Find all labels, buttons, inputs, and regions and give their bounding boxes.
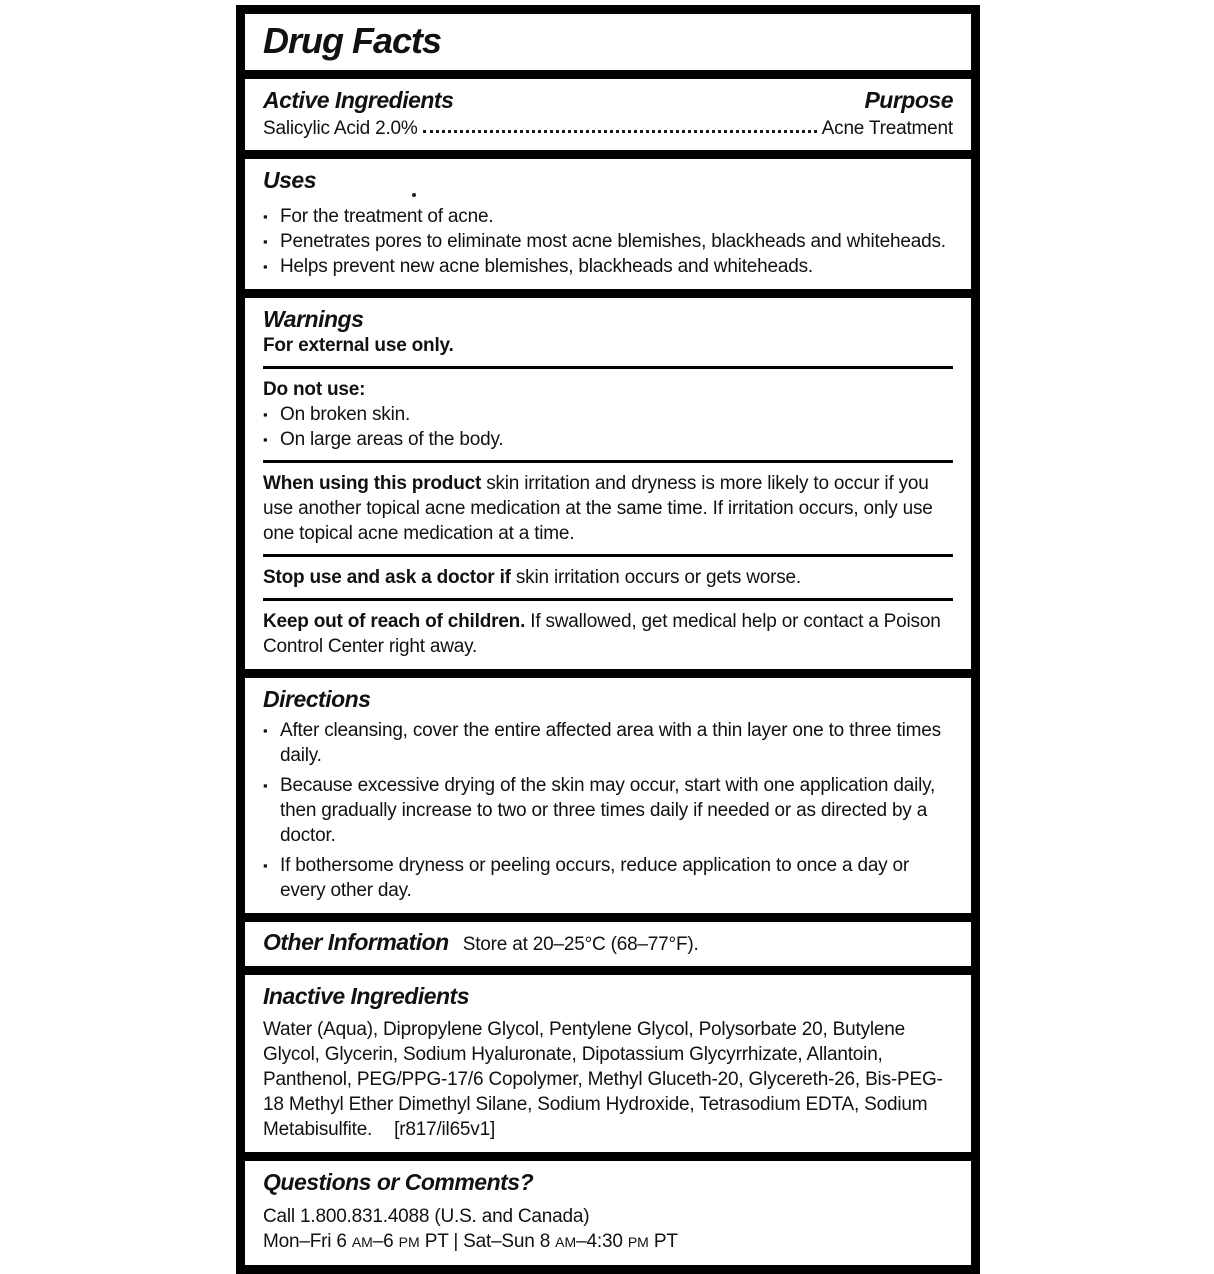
hours-text: –6 xyxy=(372,1231,399,1252)
directions-heading: Directions xyxy=(263,686,371,712)
dotted-leader xyxy=(423,130,817,133)
questions-heading: Questions or Comments? xyxy=(263,1169,534,1195)
section-inactive-ingredients xyxy=(245,975,971,1152)
divider xyxy=(263,554,953,557)
do-not-use-heading: Do not use: xyxy=(263,379,366,400)
when-using-body: skin irritation and dryness is more likely to occur if you use another topical acne medication at the same time. If irritation occurs, only use one topical acne medication at a time. xyxy=(263,473,933,544)
do-not-use-bullet-1-text: On broken skin. xyxy=(280,404,411,425)
do-not-use-bullet-2 xyxy=(263,427,953,452)
keep-out-body: If swallowed, get medical help or contact a Poison Control Center right away. xyxy=(263,611,941,657)
section-active-ingredients xyxy=(245,79,971,150)
hours-text: –4:30 xyxy=(576,1231,628,1252)
am-pm-label: PM xyxy=(398,1234,420,1250)
directions-bullet-1 xyxy=(263,718,953,768)
active-ingredients-heading: Active Ingredients xyxy=(263,87,454,113)
uses-bullet-2-text: Penetrates pores to eliminate most acne blemishes, blackheads and whiteheads. xyxy=(280,231,946,252)
uses-bullet-1-text: For the treatment of acne. xyxy=(280,206,494,227)
uses-bullet-3 xyxy=(263,254,953,279)
divider xyxy=(263,598,953,601)
lot-code: [r817/il65v1] xyxy=(394,1119,496,1140)
stop-use-body: skin irritation occurs or gets worse. xyxy=(510,567,801,588)
inactive-ingredients-text: Water (Aqua), Dipropylene Glycol, Pentylene Glycol, Polysorbate 20, Butylene Glycol, Glycerin, Sodium Hyaluronate, Dipotassium Glycyrrhizate, Allantoin, Panthenol, PEG/PPG-17/6 Copolymer, Methyl Gluceth-20, Glycereth-26, Bis-PEG-18 Methyl Ether Dimethyl Silane, Sodium Hydroxide, Tetrasodium EDTA, Sodium Metabisulfite. xyxy=(263,1019,943,1140)
am-pm-label: AM xyxy=(555,1234,577,1250)
storage-text: Store at 20–25°C (68–77°F). xyxy=(462,934,699,955)
when-using-lead: When using this product xyxy=(263,473,482,494)
bullet-icon: ▪ xyxy=(263,723,268,738)
stop-use-lead: Stop use and ask a doctor if xyxy=(263,567,511,588)
drug-facts-title: Drug Facts xyxy=(263,20,442,61)
hours-text: PT | Sat–Sun 8 xyxy=(419,1231,556,1252)
when-using-paragraph xyxy=(263,471,953,546)
divider xyxy=(263,460,953,463)
keep-out-lead: Keep out of reach of children. xyxy=(263,611,526,632)
stop-use-paragraph xyxy=(263,565,953,590)
purpose-heading: Purpose xyxy=(864,87,953,113)
bullet-icon: ▪ xyxy=(263,858,268,873)
am-pm-label: AM xyxy=(351,1234,373,1250)
other-information-heading: Other Information xyxy=(263,929,449,955)
keep-out-paragraph xyxy=(263,609,953,659)
external-use-text: For external use only. xyxy=(263,335,454,356)
hours-text: PT xyxy=(648,1231,678,1252)
do-not-use-bullet-1 xyxy=(263,402,953,427)
hours-text: Mon–Fri 6 xyxy=(263,1231,352,1252)
uses-heading: Uses xyxy=(263,167,316,193)
uses-bullet-3-text: Helps prevent new acne blemishes, blackheads and whiteheads. xyxy=(280,256,813,277)
directions-bullet-2-text: Because excessive drying of the skin may occur, start with one application daily, then gradually increase to two or three times daily if needed or as directed by a doctor. xyxy=(280,775,936,846)
am-pm-label: PM xyxy=(627,1234,649,1250)
do-not-use-bullet-2-text: On large areas of the body. xyxy=(280,429,504,450)
phone-line: Call 1.800.831.4088 (U.S. and Canada) xyxy=(263,1206,590,1227)
directions-bullet-2 xyxy=(263,773,953,848)
drug-facts-label xyxy=(236,5,980,1274)
hours-line xyxy=(263,1229,953,1255)
uses-bullet-1 xyxy=(263,204,953,229)
section-other-information xyxy=(245,922,971,966)
divider xyxy=(263,366,953,369)
other-information-row xyxy=(263,929,953,957)
active-ingredient-row xyxy=(263,118,953,140)
section-warnings xyxy=(245,298,971,669)
section-directions xyxy=(245,678,971,913)
inactive-ingredients-heading: Inactive Ingredients xyxy=(263,983,470,1009)
uses-bullet-2 xyxy=(263,229,953,254)
active-ingredient-purpose: Acne Treatment xyxy=(821,118,953,139)
inactive-ingredients-paragraph xyxy=(263,1017,953,1142)
section-uses xyxy=(245,159,971,289)
directions-bullet-3 xyxy=(263,853,953,903)
bullet-icon: ▪ xyxy=(263,778,268,793)
active-ingredient-name: Salicylic Acid 2.0% xyxy=(263,118,418,139)
bullet-icon: ▪ xyxy=(263,259,268,274)
section-title xyxy=(245,14,971,70)
bullet-icon: ▪ xyxy=(263,432,268,447)
warnings-heading: Warnings xyxy=(263,306,364,332)
section-questions xyxy=(245,1161,971,1265)
bullet-icon: ▪ xyxy=(263,234,268,249)
directions-bullet-3-text: If bothersome dryness or peeling occurs, reduce application to once a day or every other day. xyxy=(280,855,910,901)
bullet-icon: ▪ xyxy=(263,407,268,422)
active-purpose-headings xyxy=(263,87,953,114)
directions-bullet-1-text: After cleansing, cover the entire affected area with a thin layer one to three times daily. xyxy=(280,720,941,766)
stray-mark xyxy=(412,193,416,197)
bullet-icon: ▪ xyxy=(263,209,268,224)
